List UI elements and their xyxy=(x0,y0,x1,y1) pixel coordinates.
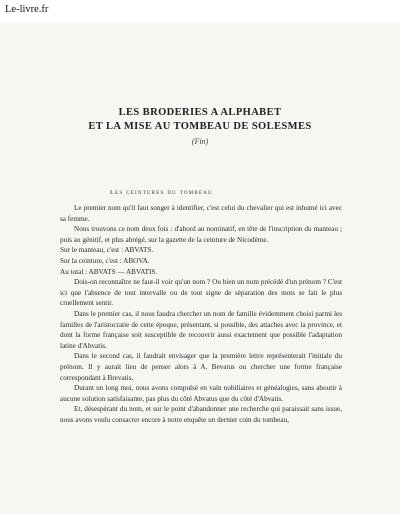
document-subtitle: (Fin) xyxy=(191,137,209,146)
paragraph: Nous trouvons ce nom deux fois : d'abord au nominatif, en tête de l'inscription du manteau ; puis au génitif, et plus abrégé, sur la gazette de la ceinture de Nicodème. xyxy=(60,225,342,244)
document-page xyxy=(0,22,400,514)
paragraph: Et, désespérant du nom, et sur le point d'abandonner une recherche qui paraissait sans issue, nous avons voulu consacrer encore à notre enquête un dernier coin du tombeau, xyxy=(60,405,342,424)
paragraph: Le premier nom qu'il faut songer à identifier, c'est celui du chevalier qui est inhumé ici avec sa femme. xyxy=(60,204,342,223)
paragraph: Dans le second cas, il faudrait envisager que la première lettre représenterait l'initiale du prénom. Il y aurait lieu de penser alors à A. Bevatus ou chercher une forme française correspondant à Brevatis. xyxy=(60,352,342,382)
source-label: Le-livre.fr xyxy=(5,4,49,15)
body-text xyxy=(60,203,342,425)
paragraph: Durant un long moi, nous avons compulsé en vain nobiliaires et généalogies, sans aboutir à aucune solution satisfaisante, pas plus du côté Abvatus que du côté d'Abvatis. xyxy=(60,384,342,403)
paragraph: Dois-on reconnaître ne faut-il voir qu'un nom ? Ou bien un nom précédé d'un prénom ? C'est ici que l'absence de tout intervalle ou de tout signe de séparation des mots se fait le plus cruellement sentir. xyxy=(60,278,342,308)
paragraph: Au total : ABVATS — ABVATIS. xyxy=(60,267,158,276)
paragraph: Dans le premier cas, il nous faudra chercher un nom de famille évidemment choisi parmi les familles de l'aristocratie de cette époque, présentant, si possible, des attaches avec la province, et dont la forme française soit susceptible de recouvrir aussi exactement que possible l'adaptation latine d'Abvatis. xyxy=(60,309,342,350)
document-title-line1: LES BRODERIES A ALPHABET xyxy=(118,107,282,118)
document-title-line2: ET LA MISE AU TOMBEAU DE SOLESMES xyxy=(88,121,312,132)
header-strip xyxy=(0,0,400,22)
section-heading: Les ceintures du tombeau xyxy=(110,189,213,196)
paragraph: Sur la ceinture, c'est : ABOVA. xyxy=(60,256,150,265)
paragraph: Sur le manteau, c'est : ABVATS. xyxy=(60,246,154,255)
